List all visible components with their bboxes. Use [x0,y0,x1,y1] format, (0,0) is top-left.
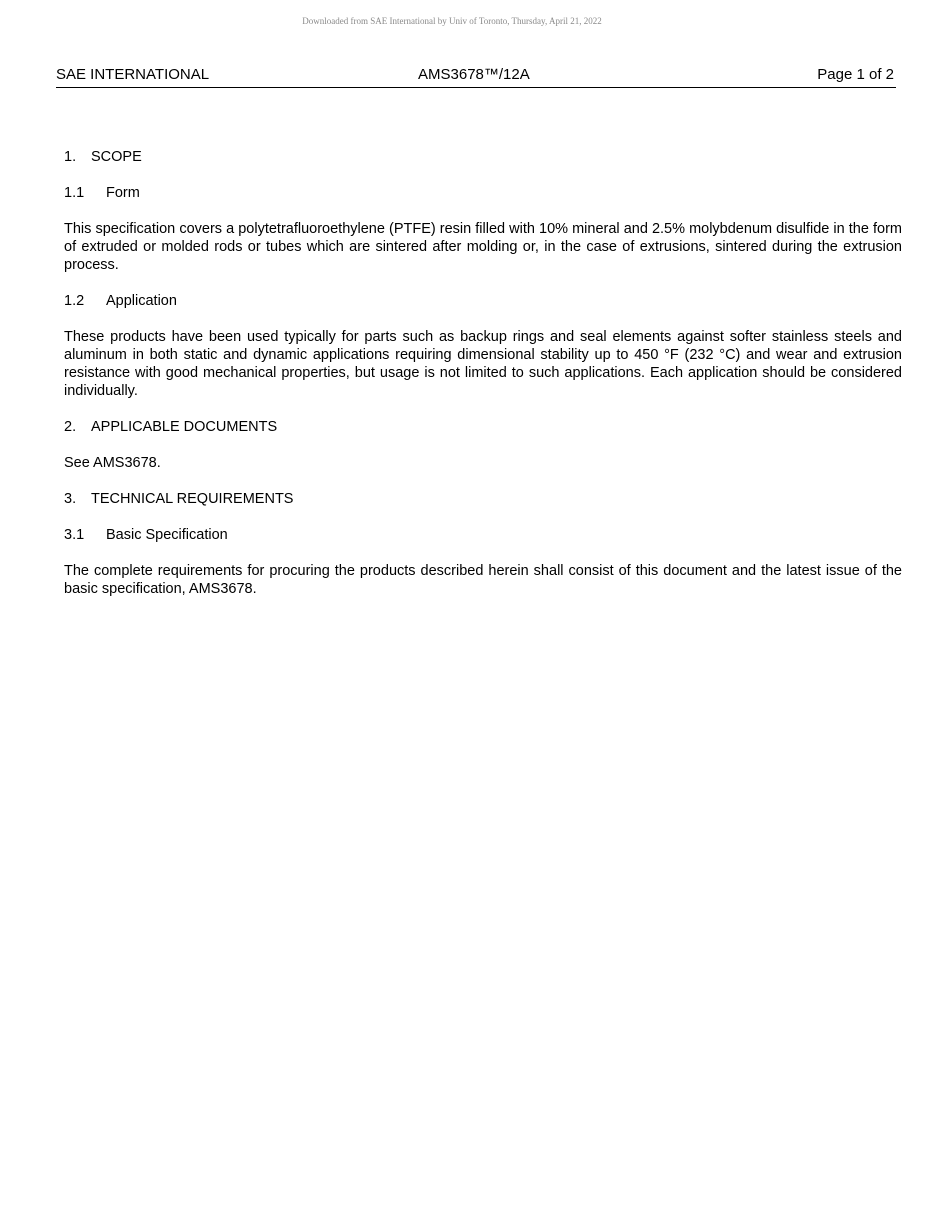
section-3-1-paragraph: The complete requirements for procuring the products described herein shall consist of this document and the latest issue of the basic specification, AMS3678. [64,563,902,597]
download-watermark: Downloaded from SAE International by Univ of Toronto, Thursday, April 21, 2022 [302,16,602,26]
section-title: SCOPE [91,149,142,165]
section-1-1-paragraph: This specification covers a polytetrafluoroethylene (PTFE) resin filled with 10% mineral and 2.5% molybdenum disulfide in the form of extruded or molded rods or tubes which are sintered after molding or, in the case of extrusions, sintered during the extrusion process. [64,221,902,273]
document-body [64,148,902,616]
section-number: 3.1 [64,527,85,543]
section-title: TECHNICAL REQUIREMENTS [91,491,294,507]
section-title: APPLICABLE DOCUMENTS [91,419,278,435]
section-number: 2. [64,419,77,435]
section-1-2-paragraph: These products have been used typically for parts such as backup rings and seal elements against softer stainless steels and aluminum in both static and dynamic applications requiring dimensional stability up to 450 °F (232 °C) and wear and extrusion resistance with good mechanical properties, but usage is not limited to such applications. Each application should be considered individually. [64,329,902,399]
section-1-heading [64,148,902,166]
section-title: Form [106,185,140,201]
section-2-heading [64,418,902,436]
section-number: 1.2 [64,293,85,309]
section-title: Basic Specification [106,527,228,543]
page-header [56,66,896,88]
section-1-2-heading [64,292,902,310]
header-doc-id: AMS3678™/12A [418,66,530,83]
section-number: 1. [64,149,77,165]
section-3-1-heading [64,526,902,544]
section-2-paragraph: See AMS3678. [64,455,161,471]
section-title: Application [106,293,177,309]
section-number: 3. [64,491,77,507]
header-page-number: Page 1 of 2 [817,66,894,83]
section-number: 1.1 [64,185,85,201]
header-org: SAE INTERNATIONAL [56,66,210,83]
section-1-1-heading [64,184,902,202]
section-3-heading [64,490,902,508]
